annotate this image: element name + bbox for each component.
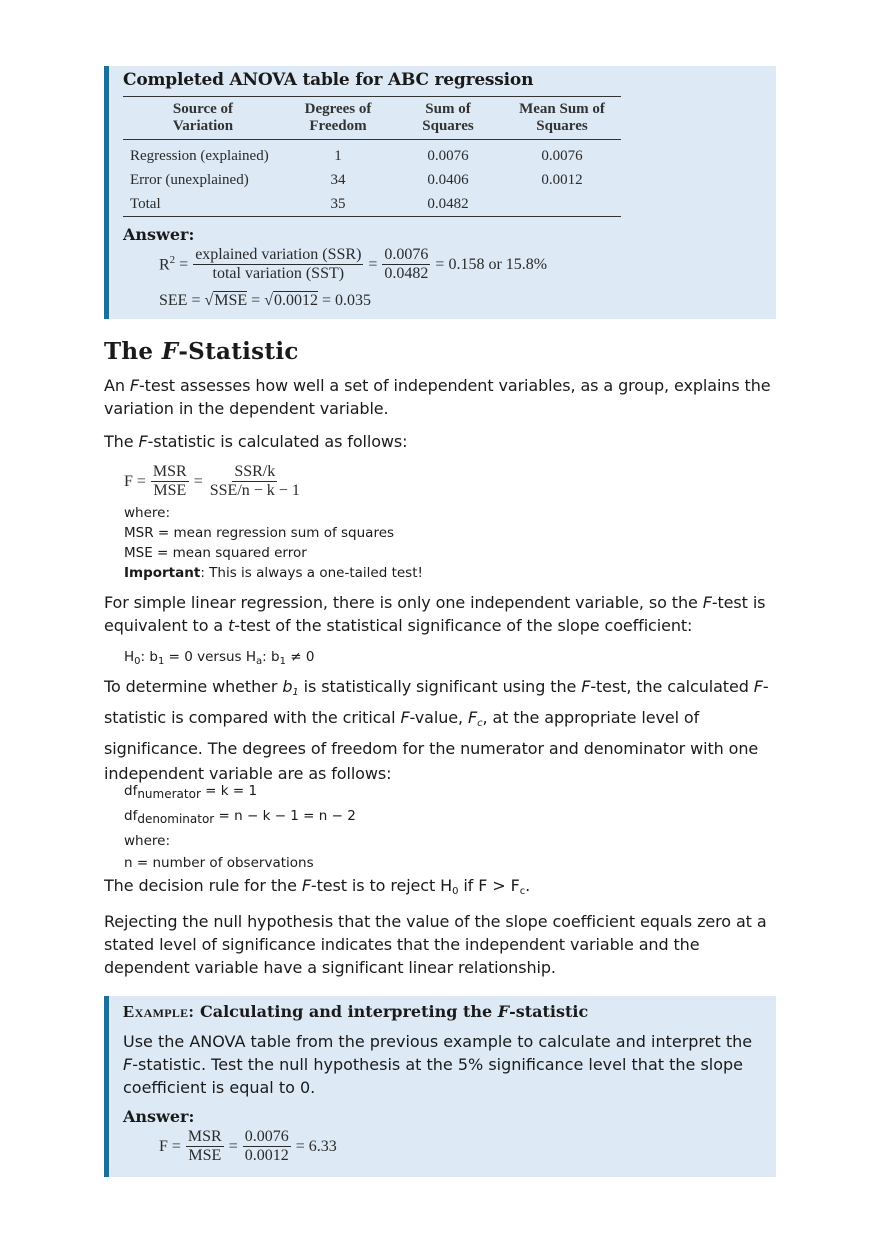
important-note: Important: This is always a one-tailed test!: [124, 565, 423, 581]
fraction-msr-mse: $\frac{\text{MSR}}{\text{MSE}}$: [152, 463, 187, 499]
table-cell: 0.0012: [541, 171, 583, 188]
degrees-of-freedom-notes: [124, 780, 356, 874]
table-cell: [503, 192, 621, 217]
header-ss: Sum of Squares: [393, 97, 503, 140]
equals-sign: =: [228, 1137, 238, 1155]
table-cell: Regression (explained): [130, 147, 269, 164]
table-cell: Error (unexplained): [130, 171, 249, 188]
example-f-equation: [159, 1128, 762, 1165]
answer-label: Answer:: [123, 225, 195, 244]
fraction-ssr-sse: $\frac{\text{SSR/k}}{\text{SSE/n − k − 1}}$: [209, 463, 300, 499]
table-row: [123, 168, 621, 192]
equals-sign: =: [251, 291, 261, 309]
formula-lhs: F =: [159, 1137, 181, 1155]
sqrt-mse: MSE: [214, 292, 248, 309]
table-cell: 0.0482: [393, 192, 503, 217]
where-line: where:: [124, 833, 171, 849]
formula-lhs: F =: [124, 472, 146, 490]
fraction-msr-mse: $\frac{\text{MSR}}{\text{MSE}}$: [187, 1128, 222, 1164]
see-equation: [159, 291, 776, 310]
df-denominator: $df_{denominator} = n - k - 1 = n - 2$: [124, 808, 356, 826]
r2-lhs: $R^2$: [159, 254, 176, 274]
paragraph-f-calc: The F-statistic is calculated as follows:: [104, 432, 408, 451]
f-result: = 6.33: [295, 1137, 337, 1155]
r2-result: = 0.158 or 15.8%: [435, 255, 548, 273]
example-body: Use the ANOVA table from the previous example to calculate and interpret the F-statistic. Test the null hypothesis at the 5% significance level that the slope coefficient is equal to 0.: [123, 1032, 753, 1097]
where-line: where:: [124, 505, 171, 521]
n-definition: n = number of observations: [124, 855, 314, 871]
see-lhs: SEE =: [159, 291, 201, 309]
table-row: [123, 140, 621, 169]
hypothesis-statement: $H_0$: $b_1 = 0$ versus $H_a$: $b_1 \ne 0$: [124, 649, 315, 667]
r2-fraction-values: $\frac{0.0076}{0.0482}$: [384, 246, 429, 282]
answer-label: Answer:: [123, 1107, 195, 1126]
fraction-values: $\frac{0.0076}{0.0012}$: [244, 1128, 289, 1164]
table-cell: 1: [334, 147, 342, 164]
example-tag: Example:: [123, 1002, 195, 1021]
equals-sign: =: [193, 472, 203, 490]
sqrt-symbol: √: [204, 291, 214, 309]
table-cell: 0.0076: [541, 147, 583, 164]
f-statistic-formula: [124, 463, 307, 500]
header-source: Source of Variation: [123, 97, 283, 140]
sqrt-symbol: √: [264, 291, 273, 309]
table-row: [123, 192, 621, 217]
table-cell: 34: [330, 171, 346, 188]
paragraph-rejecting-null: Rejecting the null hypothesis that the value of the slope coefficient equals zero at a stated level of significance indicates that the independent variable and the dependent variable have a significant linear relationship.: [104, 912, 767, 977]
anova-box-title: Completed ANOVA table for ABC regression: [123, 70, 534, 90]
df-numerator: $df_{numerator} = k = 1$: [124, 783, 258, 801]
r2-fraction-variation: $\frac{\text{explained variation (SSR)}}{\text{total variation (SST)}}$: [195, 246, 362, 282]
formula-where-notes: [124, 503, 423, 583]
mse-definition: MSE = mean squared error: [124, 545, 307, 561]
anova-table: [123, 96, 621, 217]
header-mss: Mean Sum of Squares: [503, 97, 621, 140]
example-title: Example: Calculating and interpreting the F-statistic: [123, 1002, 589, 1021]
sqrt-value: 0.0012: [273, 292, 318, 309]
paragraph-simple-regression: For simple linear regression, there is only one independent variable, so the F-test is equivalent to a t-test of the statistical significance of the slope coefficient:: [104, 593, 766, 635]
table-cell: 0.0076: [427, 147, 469, 164]
paragraph-determine-significance: To determine whether $b_1$ is statistically significant using the F-test, the calculated F-statistic is compared with the critical F-value, $F_c$, at the appropriate level of significance. The degrees of freedom for the numerator and denominator with one independent variable are as follows:: [104, 677, 769, 783]
section-heading: The F-Statistic: [104, 338, 299, 365]
equals-sign: =: [368, 255, 378, 273]
table-cell: 35: [283, 192, 393, 217]
f-statistic-example-box: [104, 996, 776, 1177]
table-cell: 0.0406: [427, 171, 469, 188]
paragraph-f-test-intro: An F-test assesses how well a set of independent variables, as a group, explains the variation in the dependent variable.: [104, 376, 771, 418]
paragraph-decision-rule: The decision rule for the F-test is to reject $H_0$ if $F > F_c$.: [104, 876, 531, 897]
msr-definition: MSR = mean regression sum of squares: [124, 525, 395, 541]
header-df: Degrees of Freedom: [283, 97, 393, 140]
anova-example-box: [104, 66, 776, 319]
equals-sign: =: [179, 255, 189, 273]
anova-header-row: [123, 97, 621, 140]
r-squared-equation: [159, 246, 776, 283]
table-cell: Total: [123, 192, 283, 217]
see-result: = 0.035: [321, 291, 371, 309]
